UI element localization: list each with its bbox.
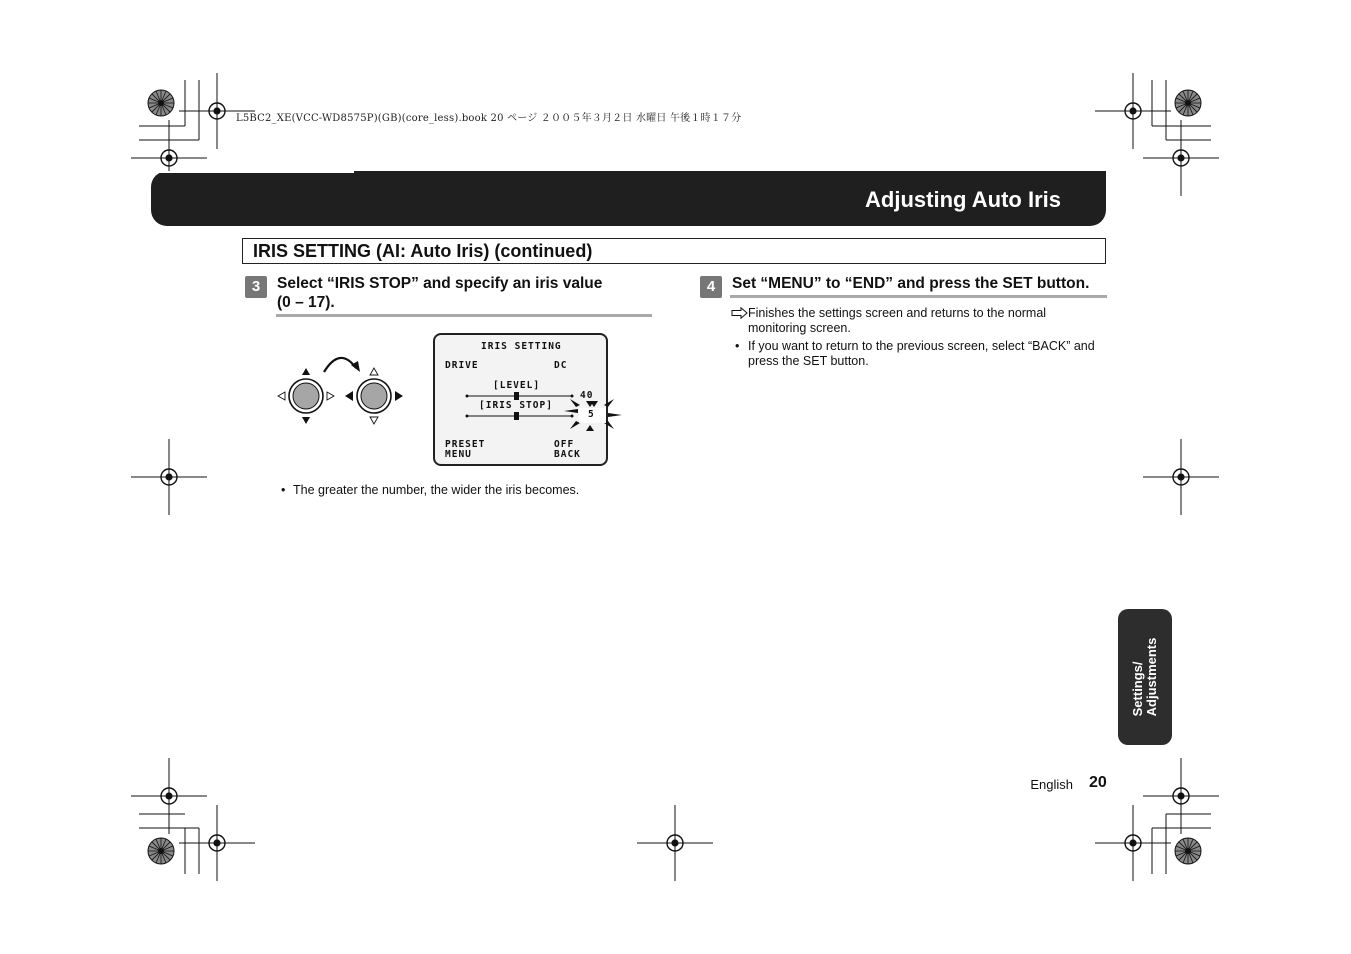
bullet-icon: •	[735, 339, 740, 353]
level-slider-thumb	[514, 392, 519, 400]
step-3-heading-line2: (0 – 17).	[277, 294, 335, 311]
step-3-heading	[277, 274, 602, 312]
page-title: Adjusting Auto Iris	[865, 187, 1061, 212]
osd-drive-label: DRIVE	[445, 360, 479, 371]
step-4-bullet-text	[748, 339, 1095, 369]
footer-language: English	[1030, 777, 1073, 792]
step-4-result-line2: monitoring screen.	[748, 321, 851, 335]
osd-level-value: 40	[580, 390, 594, 401]
osd-iris-stop-value: 5	[588, 409, 595, 420]
step-3-note-text: The greater the number, the wider the iris becomes.	[293, 483, 580, 497]
step-4-bullet-line2: press the SET button.	[748, 354, 869, 368]
bullet-icon: •	[281, 483, 286, 497]
osd-iris-stop-label: [IRIS STOP]	[479, 400, 553, 411]
step-4-result-line1: Finishes the settings screen and returns to the normal	[748, 306, 1047, 320]
step-4-rule	[730, 295, 1107, 298]
step-3-heading-line1: Select “IRIS STOP” and specify an iris value	[277, 275, 603, 292]
header-notch	[151, 171, 354, 173]
result-arrow-icon	[731, 307, 749, 319]
iris-stop-slider-thumb	[514, 412, 519, 420]
section-title-box	[242, 238, 1106, 264]
osd-sliders	[460, 385, 630, 435]
section-title: IRIS SETTING (AI: Auto Iris) (continued)	[253, 241, 593, 261]
footer-page-number: 20	[1089, 774, 1107, 791]
osd-menu-label: MENU	[445, 449, 472, 460]
osd-preset-value: OFF	[554, 439, 575, 450]
side-tab-line2: Adjustments	[1144, 637, 1159, 717]
step-4-heading: Set “MENU” to “END” and press the SET button.	[732, 275, 1090, 292]
control-pad-icon	[270, 350, 415, 430]
step-3-badge: 3	[245, 276, 267, 298]
osd-title: IRIS SETTING	[481, 341, 562, 352]
side-tab-label	[1131, 638, 1159, 717]
osd-drive-value: DC	[554, 360, 568, 371]
step-4-result	[748, 306, 1046, 336]
step-3-rule	[276, 314, 652, 317]
step-4-badge: 4	[700, 276, 722, 298]
osd-level-label: [LEVEL]	[493, 380, 541, 391]
header-bar	[151, 171, 1106, 226]
file-info-line: L5BC2_XE(VCC-WD8575P)(GB)(core_less).book 20 ページ ２００５年３月２日 水曜日 午後１時１７分	[236, 113, 742, 124]
side-tab-line1: Settings/	[1130, 661, 1145, 717]
osd-menu-value: BACK	[554, 449, 581, 460]
side-tab-settings-adjustments	[1118, 609, 1172, 745]
step-4-bullet-line1: If you want to return to the previous screen, select “BACK” and	[748, 339, 1095, 353]
osd-preset-label: PRESET	[445, 439, 486, 450]
